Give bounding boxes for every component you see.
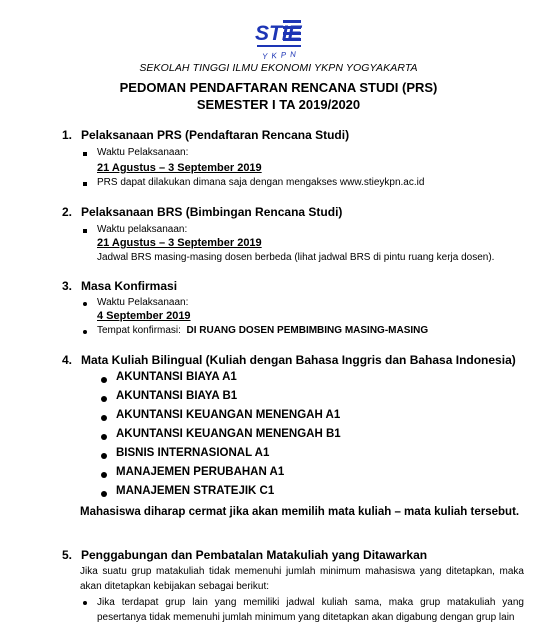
stie-ykpn-logo bbox=[253, 18, 303, 64]
section-2-title bbox=[62, 205, 342, 219]
section-3-place bbox=[97, 325, 428, 336]
course-item: AKUNTANSI KEUANGAN MENENGAH B1 bbox=[116, 428, 341, 440]
section-5-heading: Penggabungan dan Pembatalan Matakuliah yang Ditawarkan bbox=[81, 548, 428, 562]
square-bullet-icon bbox=[83, 229, 87, 233]
section-5-title bbox=[62, 548, 427, 562]
section-3-number: 3. bbox=[62, 279, 73, 293]
document-title: PEDOMAN PENDAFTARAN RENCANA STUDI (PRS) bbox=[119, 80, 438, 95]
square-bullet-icon bbox=[83, 152, 87, 156]
section-3-label: Waktu Pelaksanaan: bbox=[97, 297, 189, 308]
institution-name: SEKOLAH TINGGI ILMU EKONOMI YKPN YOGYAKARTA bbox=[139, 62, 418, 74]
section-5-intro: Jika suatu grup matakuliah tidak memenuhi jumlah minimum mahasiswa yang ditetapkan, maka akan ditetapkan kebijakan sebagai berikut: bbox=[80, 566, 524, 592]
round-bullet-icon bbox=[101, 415, 107, 421]
section-1-title bbox=[62, 128, 349, 142]
square-bullet-icon bbox=[83, 182, 87, 186]
section-4-heading: Mata Kuliah Bilingual (Kuliah dengan Bahasa Inggris dan Bahasa Indonesia) bbox=[81, 353, 516, 367]
section-2-heading: Pelaksanaan BRS (Bimbingan Rencana Studi) bbox=[81, 205, 343, 219]
round-bullet-icon bbox=[101, 377, 107, 383]
section-1-note: PRS dapat dilakukan dimana saja dengan mengakses www.stieykpn.ac.id bbox=[97, 177, 425, 188]
section-2-date: 21 Agustus – 3 September 2019 bbox=[97, 237, 262, 249]
round-bullet-icon bbox=[83, 302, 87, 306]
section-3-date: 4 September 2019 bbox=[97, 310, 191, 322]
svg-text:STIE: STIE bbox=[255, 22, 302, 45]
course-item: MANAJEMEN PERUBAHAN A1 bbox=[116, 466, 285, 478]
section-3-place-label: Tempat konfirmasi: bbox=[97, 325, 181, 336]
section-5-item-1: Jika terdapat grup lain yang memiliki jadwal kuliah sama, maka grup matakuliah yang pesertanya tidak memenuhi jumlah minimum yang ditetapkan akan digabung dengan grup lain bbox=[97, 597, 524, 623]
section-1-date: 21 Agustus – 3 September 2019 bbox=[97, 162, 262, 174]
svg-text:YKPN: YKPN bbox=[261, 49, 301, 62]
section-2-label: Waktu pelaksanaan: bbox=[97, 224, 188, 235]
round-bullet-icon bbox=[101, 434, 107, 440]
course-item: AKUNTANSI BIAYA A1 bbox=[116, 371, 237, 383]
section-2-number: 2. bbox=[62, 205, 73, 219]
round-bullet-icon bbox=[101, 491, 107, 497]
round-bullet-icon bbox=[83, 330, 87, 334]
section-4-number: 4. bbox=[62, 353, 73, 367]
course-item: AKUNTANSI KEUANGAN MENENGAH A1 bbox=[116, 409, 341, 421]
round-bullet-icon bbox=[101, 472, 107, 478]
section-3-title bbox=[62, 279, 177, 293]
round-bullet-icon bbox=[101, 396, 107, 402]
round-bullet-icon bbox=[83, 601, 87, 605]
round-bullet-icon bbox=[101, 453, 107, 459]
section-1-heading: Pelaksanaan PRS (Pendaftaran Rencana Studi) bbox=[81, 128, 350, 142]
section-4-note: Mahasiswa diharap cermat jika akan memilih mata kuliah – mata kuliah tersebut. bbox=[80, 506, 520, 518]
section-1-label: Waktu Pelaksanaan: bbox=[97, 147, 189, 158]
section-3-place-value: DI RUANG DOSEN PEMBIMBING MASING-MASING bbox=[186, 325, 429, 336]
section-4-title bbox=[62, 353, 516, 367]
section-2-note: Jadwal BRS masing-masing dosen berbeda (lihat jadwal BRS di pintu ruang kerja dosen). bbox=[97, 252, 495, 263]
course-item: BISNIS INTERNASIONAL A1 bbox=[116, 447, 270, 459]
course-item: MANAJEMEN STRATEJIK C1 bbox=[116, 485, 275, 497]
document-subtitle: SEMESTER I TA 2019/2020 bbox=[196, 97, 361, 112]
section-1-number: 1. bbox=[62, 128, 73, 142]
course-item: AKUNTANSI BIAYA B1 bbox=[116, 390, 238, 402]
section-5-number: 5. bbox=[62, 548, 73, 562]
section-3-heading: Masa Konfirmasi bbox=[81, 279, 178, 293]
